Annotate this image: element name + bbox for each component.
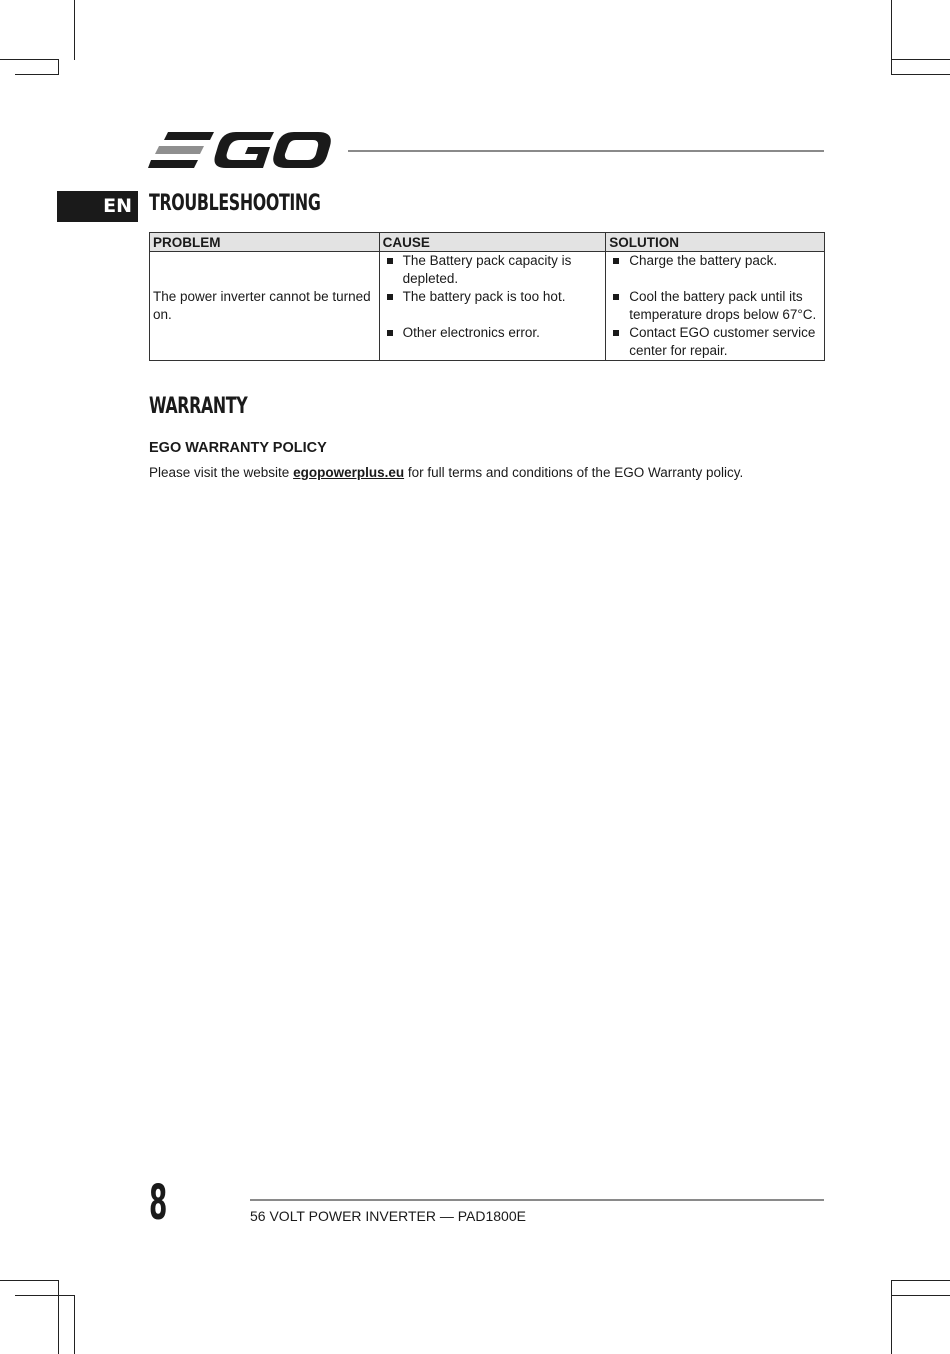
header-problem: PROBLEM — [150, 233, 380, 252]
warranty-policy-heading: EGO WARRANTY POLICY — [149, 440, 327, 456]
table-header-row — [150, 233, 825, 252]
cause-text: The battery pack is too hot. — [402, 289, 566, 304]
crop-mark — [58, 1280, 59, 1354]
problem-cell: The power inverter cannot be turned on. — [150, 252, 380, 361]
warranty-text-after: for full terms and conditions of the EGO Warranty policy. — [404, 465, 744, 480]
troubleshooting-table — [149, 232, 825, 361]
crop-mark — [0, 1280, 58, 1281]
bullet-icon — [613, 294, 619, 300]
crop-mark — [15, 1295, 74, 1296]
header-cause: CAUSE — [379, 233, 606, 252]
solution-list — [609, 252, 821, 360]
list-item — [609, 288, 821, 324]
warranty-text-before: Please visit the website — [149, 465, 294, 480]
header-solution: SOLUTION — [606, 233, 825, 252]
list-item — [383, 288, 603, 306]
crop-mark — [58, 59, 59, 74]
solution-text: Charge the battery pack. — [629, 253, 778, 268]
crop-mark — [891, 59, 950, 60]
list-item — [383, 324, 603, 342]
solution-text: Contact EGO customer service center for repair. — [629, 325, 816, 358]
crop-mark — [891, 0, 892, 74]
crop-mark — [0, 59, 58, 60]
bullet-icon — [387, 258, 393, 264]
warranty-text — [149, 465, 743, 480]
solution-cell — [606, 252, 825, 361]
warranty-link[interactable]: egopowerplus.eu — [293, 465, 405, 480]
list-item — [383, 252, 603, 288]
crop-mark — [891, 1280, 892, 1354]
table-row — [150, 252, 825, 361]
crop-mark — [74, 1295, 75, 1354]
footer-rule — [250, 1199, 824, 1201]
cause-cell — [379, 252, 606, 361]
list-item — [609, 252, 821, 270]
language-tab: EN — [57, 191, 138, 222]
troubleshooting-title: TROUBLESHOOTING — [149, 191, 321, 216]
solution-text: Cool the battery pack until its temperature drops below 67°C. — [629, 289, 817, 322]
bullet-icon — [613, 258, 619, 264]
page-number: 8 — [149, 1175, 168, 1231]
crop-mark — [15, 74, 59, 75]
footer-product: 56 VOLT POWER INVERTER — PAD1800E — [250, 1208, 526, 1224]
ego-logo — [148, 128, 332, 172]
bullet-icon — [613, 330, 619, 336]
warranty-title: WARRANTY — [149, 394, 248, 419]
cause-text: The Battery pack capacity is depleted. — [402, 253, 572, 286]
list-item — [609, 324, 821, 360]
cause-text: Other electronics error. — [402, 325, 540, 340]
crop-mark — [891, 1280, 950, 1281]
crop-mark — [891, 1295, 950, 1296]
crop-mark — [74, 0, 75, 60]
cause-list — [383, 252, 603, 342]
bullet-icon — [387, 294, 393, 300]
crop-mark — [891, 74, 950, 75]
bullet-icon — [387, 330, 393, 336]
header-rule — [348, 150, 824, 152]
